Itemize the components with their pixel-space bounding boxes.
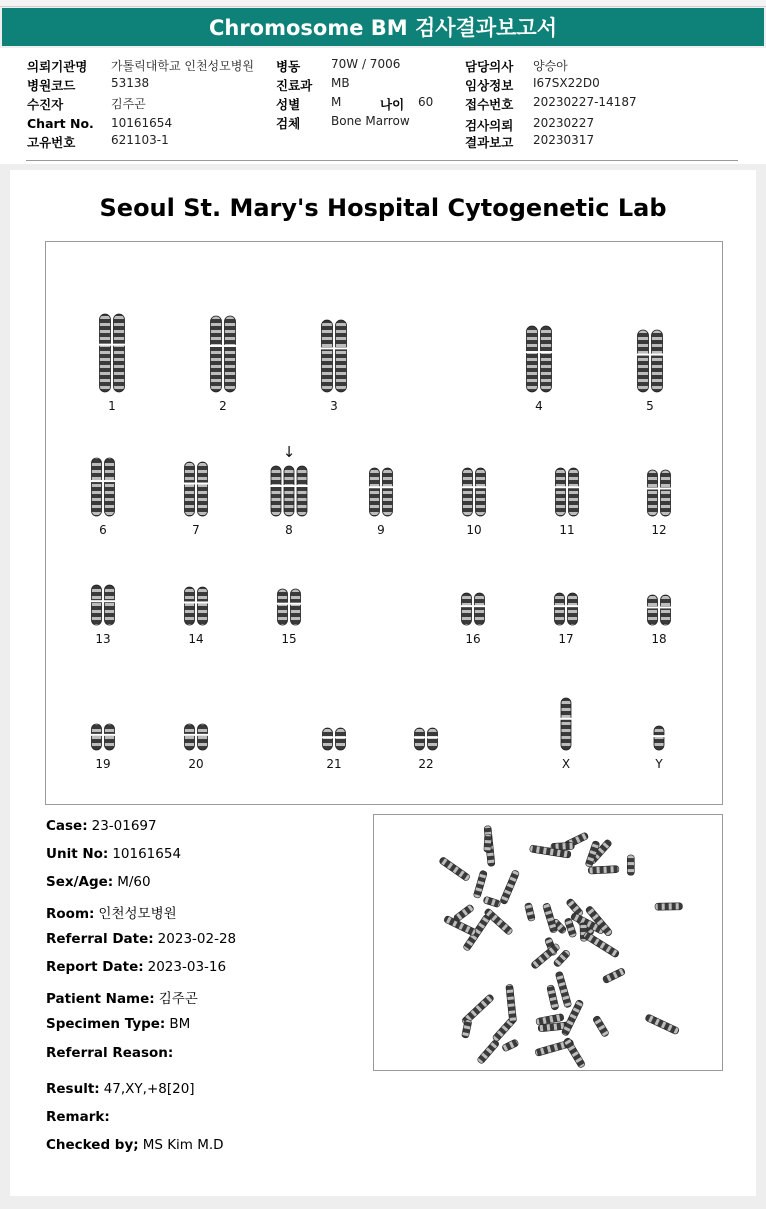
chromosome-6-1 bbox=[92, 458, 102, 516]
centromere-mark bbox=[297, 485, 308, 487]
metaphase-spread bbox=[374, 815, 722, 1070]
chromosome-21-2 bbox=[336, 728, 346, 750]
referral-reason-label: Referral Reason: bbox=[46, 1045, 174, 1061]
report-date-field-value: 2023-03-16 bbox=[147, 959, 227, 975]
report-date-field-label: Report Date: bbox=[46, 959, 144, 975]
metaphase-image bbox=[373, 814, 723, 1071]
chromosome-label-9: 9 bbox=[377, 523, 385, 537]
chromosome-label-y: Y bbox=[655, 757, 663, 771]
chromosome-label-6: 6 bbox=[99, 523, 107, 537]
centromere-mark bbox=[540, 351, 552, 353]
room-value: 인천성모병원 bbox=[98, 906, 177, 922]
chromosome-13-1 bbox=[92, 585, 102, 625]
chromosome-14-2 bbox=[198, 587, 208, 625]
centromere-mark bbox=[91, 480, 102, 482]
chromosome-5-2 bbox=[652, 330, 663, 392]
window-top-edge bbox=[0, 0, 766, 7]
chromosome-3-1 bbox=[322, 320, 333, 392]
centromere-mark bbox=[91, 734, 102, 736]
metaphase-chromosome bbox=[524, 902, 535, 921]
referral-date-label: Referral Date: bbox=[46, 931, 154, 947]
metaphase-chromosome bbox=[484, 834, 492, 852]
result-label: Result: bbox=[46, 1081, 100, 1097]
chromosome-label-11: 11 bbox=[559, 523, 575, 537]
centromere-mark bbox=[462, 486, 473, 488]
chromosome-9-1 bbox=[370, 468, 380, 516]
hospital-code-label: 병원코드 bbox=[27, 78, 76, 93]
centromere-mark bbox=[91, 600, 102, 602]
chromosome-21-1 bbox=[323, 728, 333, 750]
chromosome-17-1 bbox=[555, 593, 565, 625]
hospital-name-value: 가톨릭대학교 인천성모병원 bbox=[111, 59, 254, 73]
ward-label: 병동 bbox=[276, 59, 301, 74]
chromosome-label-x: X bbox=[561, 757, 571, 771]
centromere-mark bbox=[104, 600, 115, 602]
patient-value: 김주곤 bbox=[111, 97, 146, 111]
info-divider bbox=[26, 160, 738, 161]
chromosome-11-1 bbox=[556, 468, 566, 516]
chromosome-22-2 bbox=[428, 728, 438, 750]
metaphase-chromosome bbox=[592, 1015, 609, 1037]
request-date-label: 검사의뢰 bbox=[465, 118, 514, 133]
centromere-mark bbox=[335, 736, 346, 738]
report-date-field bbox=[46, 959, 226, 975]
request-date-value: 20230227 bbox=[533, 116, 595, 130]
chromosome-label-3: 3 bbox=[330, 399, 338, 413]
metaphase-chromosome bbox=[453, 904, 475, 923]
department-label: 진료과 bbox=[276, 78, 313, 93]
age-label: 나이 bbox=[380, 97, 405, 112]
chromosome-14-1 bbox=[185, 587, 195, 625]
centromere-mark bbox=[414, 736, 425, 738]
sexage-value: M/60 bbox=[117, 874, 151, 890]
checked-by-label: Checked by; bbox=[46, 1137, 139, 1153]
centromere-mark bbox=[210, 345, 222, 347]
chromosome-2-1 bbox=[211, 316, 222, 392]
centromere-mark bbox=[651, 354, 663, 356]
centromere-mark bbox=[637, 354, 649, 356]
karyogram-image bbox=[46, 242, 722, 804]
centromere-mark bbox=[561, 718, 572, 720]
clinical-info-label: 임상정보 bbox=[465, 78, 514, 93]
chromosome-label-22: 22 bbox=[418, 757, 434, 771]
centromere-mark bbox=[321, 347, 333, 349]
referral-date-field bbox=[46, 931, 236, 947]
unique-id-label: 고유번호 bbox=[27, 135, 76, 150]
case-value: 23-01697 bbox=[91, 818, 157, 834]
metaphase-chromosome bbox=[583, 931, 620, 958]
centromere-mark bbox=[271, 485, 282, 487]
metaphase-chromosome bbox=[645, 1014, 680, 1035]
patient-info-panel bbox=[0, 48, 766, 164]
chromosome-label-10: 10 bbox=[466, 523, 482, 537]
centromere-mark bbox=[654, 735, 665, 737]
centromere-mark bbox=[184, 483, 195, 485]
chromosome-label-1: 1 bbox=[108, 399, 116, 413]
chromosome-7-2 bbox=[198, 462, 208, 516]
chromosome-1-2 bbox=[114, 314, 125, 392]
chromosome-18-2 bbox=[661, 595, 671, 625]
doctor-value: 양승아 bbox=[533, 59, 568, 73]
chromosome-15-1 bbox=[278, 589, 288, 625]
chromosome-12-2 bbox=[661, 470, 671, 516]
metaphase-chromosome bbox=[506, 984, 517, 1023]
centromere-mark bbox=[647, 487, 658, 489]
chromosome-9-2 bbox=[383, 468, 393, 516]
report-title: Chromosome BM 검사결과보고서 bbox=[2, 8, 764, 46]
specimen-label: 검체 bbox=[276, 116, 301, 131]
metaphase-chromosome bbox=[542, 903, 557, 934]
centromere-mark bbox=[99, 344, 111, 346]
metaphase-chromosome bbox=[439, 856, 471, 881]
metaphase-chromosome bbox=[547, 985, 559, 1011]
doctor-label: 담당의사 bbox=[465, 59, 514, 74]
chromosome-label-21: 21 bbox=[326, 757, 342, 771]
ward-value: 70W / 7006 bbox=[331, 57, 401, 71]
chromosome-8-2 bbox=[284, 466, 294, 516]
patient-label: 수진자 bbox=[27, 97, 64, 112]
chromosome-15-2 bbox=[291, 589, 301, 625]
chromosome-1-1 bbox=[100, 314, 111, 392]
chromosome-10-2 bbox=[476, 468, 486, 516]
centromere-mark bbox=[197, 483, 208, 485]
sexage-label: Sex/Age: bbox=[46, 874, 114, 890]
centromere-mark bbox=[290, 603, 301, 605]
specimen-value: Bone Marrow bbox=[331, 114, 410, 128]
chromosome-10-1 bbox=[463, 468, 473, 516]
centromere-mark bbox=[461, 605, 472, 607]
result-value: 47,XY,+8[20] bbox=[103, 1081, 195, 1097]
centromere-mark bbox=[197, 601, 208, 603]
chromosome-label-8: 8 bbox=[285, 523, 293, 537]
metaphase-chromosome bbox=[588, 866, 619, 875]
metaphase-chromosome bbox=[655, 903, 683, 910]
centromere-mark bbox=[474, 605, 485, 607]
chart-no-value: 10161654 bbox=[111, 116, 173, 130]
metaphase-chromosome bbox=[477, 1039, 500, 1064]
centromere-mark bbox=[554, 605, 565, 607]
chromosome-label-7: 7 bbox=[192, 523, 200, 537]
chromosome-20-1 bbox=[185, 724, 195, 750]
chromosome-11-2 bbox=[569, 468, 579, 516]
metaphase-chromosome bbox=[627, 855, 634, 875]
metaphase-chromosome bbox=[602, 967, 626, 983]
metaphase-chromosome bbox=[563, 1037, 586, 1068]
accession-value: 20230227-14187 bbox=[533, 95, 637, 109]
chromosome-label-14: 14 bbox=[188, 632, 204, 646]
centromere-mark bbox=[104, 734, 115, 736]
centromere-mark bbox=[567, 605, 578, 607]
lab-title: Seoul St. Mary's Hospital Cytogenetic Lab bbox=[99, 194, 667, 222]
chromosome-4-2 bbox=[541, 326, 552, 392]
sex-value: M bbox=[331, 95, 342, 109]
chromosome-label-16: 16 bbox=[465, 632, 481, 646]
result-field bbox=[46, 1081, 195, 1097]
centromere-mark bbox=[197, 734, 208, 736]
chromosome-4-1 bbox=[527, 326, 538, 392]
centromere-mark bbox=[427, 736, 438, 738]
checked-by-field bbox=[46, 1137, 224, 1153]
centromere-mark bbox=[526, 351, 538, 353]
chromosome-16-2 bbox=[475, 593, 485, 625]
unit-value: 10161654 bbox=[112, 846, 182, 862]
chromosome-16-1 bbox=[462, 593, 472, 625]
chromosome-5-1 bbox=[638, 330, 649, 392]
centromere-mark bbox=[224, 345, 236, 347]
room-field bbox=[46, 902, 177, 922]
chromosome-22-1 bbox=[415, 728, 425, 750]
chromosome-8-1 bbox=[271, 466, 281, 516]
centromere-mark bbox=[555, 486, 566, 488]
remark-label: Remark: bbox=[46, 1109, 110, 1125]
chromosome-label-20: 20 bbox=[188, 757, 204, 771]
specimen-type-field bbox=[46, 1016, 190, 1032]
hospital-name-label: 의뢰기관명 bbox=[27, 59, 88, 74]
metaphase-chromosome bbox=[483, 896, 501, 908]
accession-label: 접수번호 bbox=[465, 97, 514, 112]
department-value: MB bbox=[331, 76, 350, 90]
case-label: Case: bbox=[46, 818, 88, 834]
centromere-mark bbox=[382, 486, 393, 488]
chromosome-2-2 bbox=[225, 316, 236, 392]
centromere-mark bbox=[104, 480, 115, 482]
centromere-mark bbox=[369, 486, 380, 488]
specimen-type-label: Specimen Type: bbox=[46, 1016, 166, 1032]
centromere-mark bbox=[322, 736, 333, 738]
patient-name-value: 김주곤 bbox=[158, 991, 198, 1007]
checked-by-value: MS Kim M.D bbox=[142, 1137, 224, 1153]
chromosome-label-5: 5 bbox=[646, 399, 654, 413]
referral-reason-field bbox=[46, 1045, 177, 1061]
chromosome-label-4: 4 bbox=[535, 399, 543, 413]
chromosome-label-18: 18 bbox=[651, 632, 667, 646]
remark-field bbox=[46, 1109, 114, 1125]
room-label: Room: bbox=[46, 906, 95, 922]
centromere-mark bbox=[113, 344, 125, 346]
chromosome-3-2 bbox=[336, 320, 347, 392]
chromosome-x-1 bbox=[561, 698, 571, 750]
chromosome-y-1 bbox=[654, 726, 664, 750]
chromosome-19-1 bbox=[92, 724, 102, 750]
patient-name-label: Patient Name: bbox=[46, 991, 155, 1007]
chromosome-label-17: 17 bbox=[558, 632, 574, 646]
chromosome-label-15: 15 bbox=[281, 632, 297, 646]
report-date-value: 20230317 bbox=[533, 133, 595, 147]
chromosome-12-1 bbox=[648, 470, 658, 516]
chromosome-label-2: 2 bbox=[219, 399, 227, 413]
trisomy-arrow-icon: ↓ bbox=[282, 443, 296, 461]
referral-date-value: 2023-02-28 bbox=[157, 931, 237, 947]
metaphase-chromosome bbox=[501, 1039, 519, 1052]
unit-label: Unit No: bbox=[46, 846, 109, 862]
metaphase-chromosome bbox=[473, 870, 487, 899]
centromere-mark bbox=[184, 601, 195, 603]
patient-name-field bbox=[46, 987, 198, 1007]
chromosome-13-2 bbox=[105, 585, 115, 625]
centromere-mark bbox=[284, 485, 295, 487]
centromere-mark bbox=[335, 347, 347, 349]
chromosome-label-12: 12 bbox=[651, 523, 667, 537]
karyogram bbox=[45, 241, 723, 805]
sex-label: 성별 bbox=[276, 97, 301, 112]
chromosome-18-1 bbox=[648, 595, 658, 625]
unique-id-value: 621103-1 bbox=[111, 133, 169, 147]
report-date-label: 결과보고 bbox=[465, 135, 514, 150]
case-field bbox=[46, 818, 157, 834]
age-value: 60 bbox=[418, 95, 434, 109]
centromere-mark bbox=[277, 603, 288, 605]
centromere-mark bbox=[660, 487, 671, 489]
centromere-mark bbox=[568, 486, 579, 488]
specimen-type-value: BM bbox=[169, 1016, 191, 1032]
chromosome-19-2 bbox=[105, 724, 115, 750]
chromosome-20-2 bbox=[198, 724, 208, 750]
centromere-mark bbox=[660, 606, 671, 608]
hospital-code-value: 53138 bbox=[111, 76, 150, 90]
chart-no-label: Chart No. bbox=[27, 116, 94, 131]
chromosome-8-3 bbox=[297, 466, 307, 516]
clinical-info-value: I67SX22D0 bbox=[533, 76, 600, 90]
chromosome-label-19: 19 bbox=[95, 757, 111, 771]
centromere-mark bbox=[475, 486, 486, 488]
chromosome-7-1 bbox=[185, 462, 195, 516]
centromere-mark bbox=[184, 734, 195, 736]
sexage-field bbox=[46, 874, 151, 890]
chromosome-label-13: 13 bbox=[95, 632, 111, 646]
chromosome-6-2 bbox=[105, 458, 115, 516]
centromere-mark bbox=[647, 606, 658, 608]
metaphase-chromosome bbox=[500, 869, 520, 904]
unit-field bbox=[46, 846, 181, 862]
chromosome-17-2 bbox=[568, 593, 578, 625]
